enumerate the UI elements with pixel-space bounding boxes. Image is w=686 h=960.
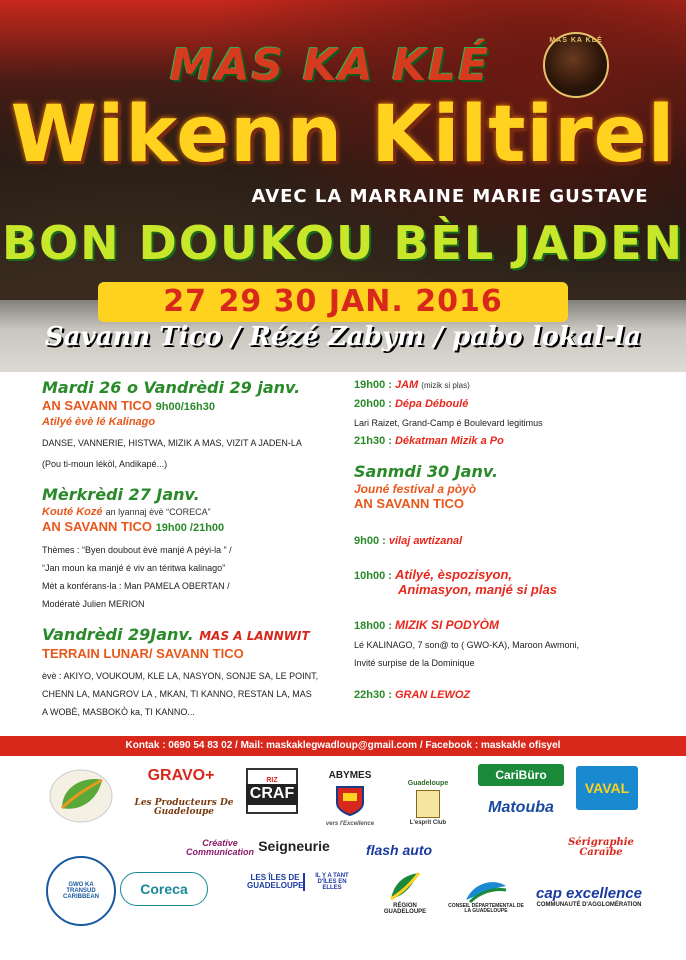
saturday-location: AN SAVANN TICO — [354, 496, 465, 511]
logo-text: MAS KA KLÉ — [549, 37, 603, 44]
event-depa-desc: Lari Raizet, Grand-Camp é Boulevard legitimus — [354, 418, 543, 428]
iles-sub-label: IL Y A TANT D'ÎLES EN ELLES — [303, 873, 355, 892]
day2-desc4: Modératè Julien MERION — [42, 599, 145, 609]
region-label: RÉGION GUADELOUPE — [383, 902, 427, 915]
event-lewoz-time: 22h30 : — [354, 689, 392, 701]
saturday-title: Sanmdi 30 Janv. — [354, 462, 499, 481]
abymes-crest-icon — [335, 785, 365, 817]
day1-activity: Atilyé èvè lé Kalinago — [42, 416, 156, 428]
abymes-label: ABYMES — [328, 769, 372, 781]
region-icon — [388, 869, 422, 903]
day3-desc2: CHENN LA, MANGROV LA , MKAN, TI KANNO, RESTAN LA, MAS — [42, 689, 312, 699]
day3-title-text: Vandrèdi 29Janv. — [42, 625, 194, 644]
gwoka-logo — [46, 856, 116, 926]
day3-location: TERRAIN LUNAR/ SAVANN TICO — [42, 646, 244, 661]
day1-desc2: (Pou ti-moun lékòl, Andikapé...) — [42, 459, 168, 469]
day2-title: Mèrkrèdi 27 Janv. — [42, 485, 200, 504]
day3-desc1: èvè : AKIYO, VOUKOUM, KLE LA, NASYON, SONJE SA, LE POINT, — [42, 671, 319, 681]
event-vilaj-time: 9h00 : — [354, 535, 386, 547]
abymes-sub-label: vers l'Excellence — [325, 821, 375, 828]
day2-activity — [42, 505, 342, 519]
gwoka-label: GWO KA TRANSUD CARIBBEAN — [63, 881, 99, 901]
event-lewoz-name: GRAN LEWOZ — [394, 689, 471, 701]
saturday-subtitle: Jouné festival a pòyò — [354, 482, 477, 496]
iles-label: LES ÎLES DE GUADELOUPE — [247, 872, 304, 890]
wikenn-kiltirel-title: Wikenn Kiltirel — [10, 90, 676, 180]
leaf-icon — [48, 766, 114, 826]
event-vilaj-name: vilaj awtizanal — [388, 535, 463, 547]
mas-ka-kle-title: MAS KA KLÉ — [169, 40, 491, 91]
conseil-label: CONSEIL DÉPARTEMENTAL DE LA GUADELOUPE — [448, 902, 524, 914]
poster-header — [0, 0, 686, 372]
event-mizik-time: 18h00 : — [354, 620, 392, 632]
day1-time: 9h00/16h30 — [155, 401, 215, 413]
contact-bar: Kontak : 0690 54 83 02 / Mail: maskaklegwadloup@gmail.com / Facebook : maskakle ofisyel — [0, 736, 686, 756]
cap-excellence-logo — [534, 872, 644, 922]
day3-desc3: A WOBÈ, MASBOKÒ ka, TI KANNO... — [42, 707, 195, 717]
event-mizik-name: MIZIK SI PODYÒM — [394, 618, 499, 632]
day1-location — [42, 398, 342, 415]
guadeloupe-small-label: Guadeloupe — [407, 780, 449, 788]
esprit-club-label: L'esprit Club — [409, 819, 447, 826]
event-jam-name: JAM — [394, 379, 419, 391]
program-left-column — [42, 378, 342, 719]
conseil-icon — [464, 876, 508, 904]
day2-activity-name: Kouté Kozé — [42, 506, 103, 518]
serigraphie-logo: Sérigraphie Caraïbe — [568, 836, 634, 858]
mas-ka-kle-logo — [543, 32, 609, 98]
event-jam-time: 19h00 : — [354, 379, 392, 391]
event-depa — [354, 397, 654, 411]
day2-activity-small: an lyannaj èvè “CORECA” — [105, 507, 211, 517]
day2-desc3: Mèt a konférans-la : Man PAMELA OBERTAN / — [42, 581, 230, 591]
abymes-logo — [316, 760, 384, 838]
cap-sub-label: COMMUNAUTÉ D'AGGLOMÉRATION — [536, 901, 642, 908]
day1-title: Mardi 26 o Vandrèdi 29 janv. — [42, 378, 301, 397]
event-atilye-name2: Animasyon, manjé si plas — [398, 582, 557, 597]
iles-guadeloupe-logo — [246, 862, 356, 902]
day2-desc1: Thèmes : “Byen doubout èvè manjé A péyi-la ” / — [42, 545, 232, 555]
event-atilye — [354, 568, 654, 583]
cap-label: cap excellence — [536, 884, 642, 902]
esprit-club-logo — [398, 772, 458, 834]
event-atilye-time: 10h00 : — [354, 570, 392, 582]
flash-auto-logo: flash auto — [365, 841, 433, 858]
day1-desc1: DANSE, VANNERIE, HISTWA, MIZIK A MAS, VIZIT A JADEN-LA — [42, 438, 302, 448]
places-line: Savann Tico / Rézé Zabym / pabo lokal-la — [44, 322, 642, 352]
gravo-logo: GRAVO+ — [147, 766, 215, 784]
program-section — [0, 372, 686, 736]
event-jam-note: (mizik si plas) — [421, 381, 470, 390]
day2-location — [42, 519, 342, 536]
day2-time: 19h00 /21h00 — [155, 522, 225, 534]
event-depa-name: Dépa Déboulé — [394, 398, 469, 410]
day1-location-name: AN SAVANN TICO — [42, 398, 153, 413]
event-vilaj — [354, 534, 654, 548]
event-lewoz — [354, 688, 654, 702]
creative-logo: Créative Communication — [185, 837, 254, 857]
program-right-column — [354, 378, 654, 702]
caribuo-logo: CariBüro — [478, 764, 564, 786]
event-atilye-line2 — [354, 583, 654, 598]
conseil-logo — [448, 868, 524, 922]
event-mizik-desc1: Lé KALINAGO, 7 son@ to ( GWO-KA), Maroon Awmoni, — [354, 640, 580, 650]
bon-doukou-title: BON DOUKOU BÈL JADEN — [1, 216, 684, 270]
event-dekatman-time: 21h30 : — [354, 435, 392, 447]
date-banner: 27 29 30 JAN. 2016 — [98, 282, 568, 322]
day2-desc2: “Jan moun ka manjé é viv an téritwa kalinago” — [42, 563, 226, 573]
craf-label: CRAF — [246, 784, 298, 805]
marraine-subtitle: AVEC LA MARRAINE MARIE GUSTAVE — [251, 186, 649, 207]
ugtg-shield-icon — [416, 790, 440, 818]
producteurs-logo: Les Producteurs De Guadeloupe — [134, 797, 234, 817]
event-dekatman-name: Dékatman Mizik a Po — [394, 435, 504, 447]
event-atilye-name: Atilyé, èspozisyon, — [394, 567, 513, 582]
day3-title-extra: MAS A LANNWIT — [199, 629, 310, 643]
sponsors-section — [0, 756, 686, 960]
matouba-logo: Matouba — [488, 798, 554, 816]
day3-title — [42, 625, 342, 646]
vaval-logo: VAVAL — [576, 766, 638, 810]
region-logo — [380, 860, 430, 924]
event-dekatman — [354, 434, 654, 448]
event-mizik-desc2: Invité surpise de la Dominique — [354, 658, 475, 668]
craf-logo — [246, 768, 298, 814]
event-jam — [354, 378, 654, 393]
day2-location-name: AN SAVANN TICO — [42, 519, 153, 534]
leaf-logo — [48, 766, 114, 826]
event-mizik — [354, 618, 654, 633]
craf-riz-label: RIZ — [266, 776, 278, 784]
event-depa-time: 20h00 : — [354, 398, 392, 410]
coreca-logo: Coreca — [120, 872, 208, 906]
seigneurie-logo: Seigneurie — [258, 837, 330, 854]
